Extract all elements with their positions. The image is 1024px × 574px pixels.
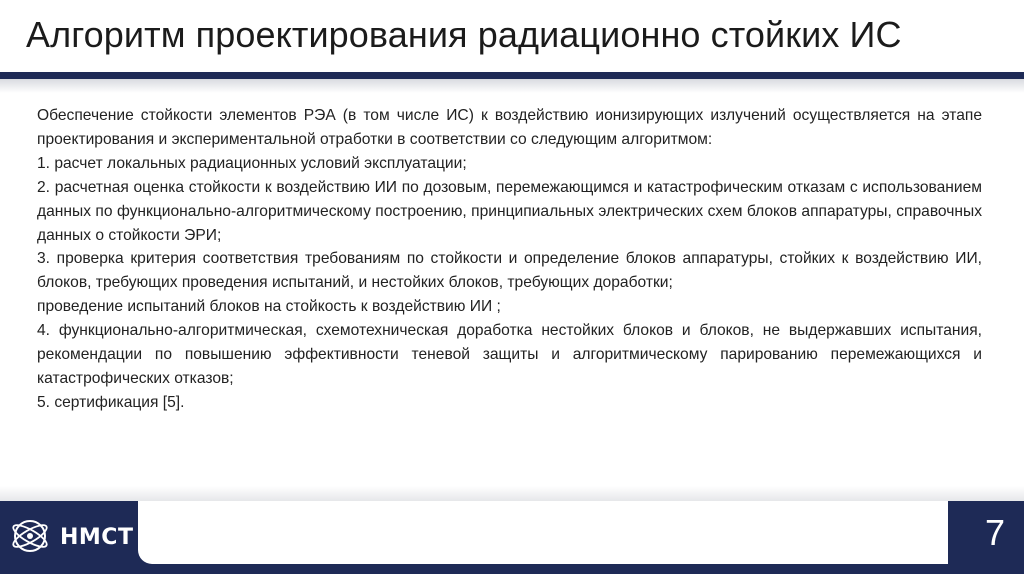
footer-white-panel — [138, 501, 948, 564]
body-paragraph-intro: Обеспечение стойкости элементов РЭА (в том числе ИС) к воздействию ионизирующих излучений осуществляется на этапе проектирования и экспериментальной отработки в соответствии со следующим алгоритмом: — [37, 107, 982, 148]
page-number: 7 — [984, 512, 1006, 553]
body-item-testing: проведение испытаний блоков на стойкость к воздействию ИИ ; — [37, 298, 501, 316]
body-item-5: 5. сертификация [5]. — [37, 393, 185, 411]
title-divider-shadow — [0, 79, 1024, 93]
body-item-1: 1. расчет локальных радиационных условий эксплуатации; — [37, 154, 467, 172]
logo-text: НМСТ — [60, 525, 134, 550]
body-item-3: 3. проверка критерия соответствия требованиям по стойкости и определение блоков аппаратуры, стойких к воздействию ИИ, блоков, требующих проведения испытаний, и нестойких блоков, требующих доработки; — [37, 250, 982, 292]
atom-globe-icon — [10, 516, 50, 556]
slide-title: Алгоритм проектирования радиационно стойких ИС — [26, 14, 902, 55]
footer-fade — [0, 486, 1024, 501]
title-divider — [0, 72, 1024, 79]
body-item-2: 2. расчетная оценка стойкости к воздействию ИИ по дозовым, перемежающимся и катастрофическим отказам с использованием данных по функционально-алгоритмическому построению, принципиальных электрических схем блоков аппаратуры, справочных данных о стойкости ЭРИ; — [37, 178, 982, 244]
body-item-4: 4. функционально-алгоритмическая, схемотехническая доработка нестойких блоков и блоков, не выдержавших испытания, рекомендации по повышению эффективности теневой защиты и алгоритмическому парированию перемежающихся и катастрофических отказов; — [37, 322, 982, 387]
slide-body — [37, 104, 982, 415]
